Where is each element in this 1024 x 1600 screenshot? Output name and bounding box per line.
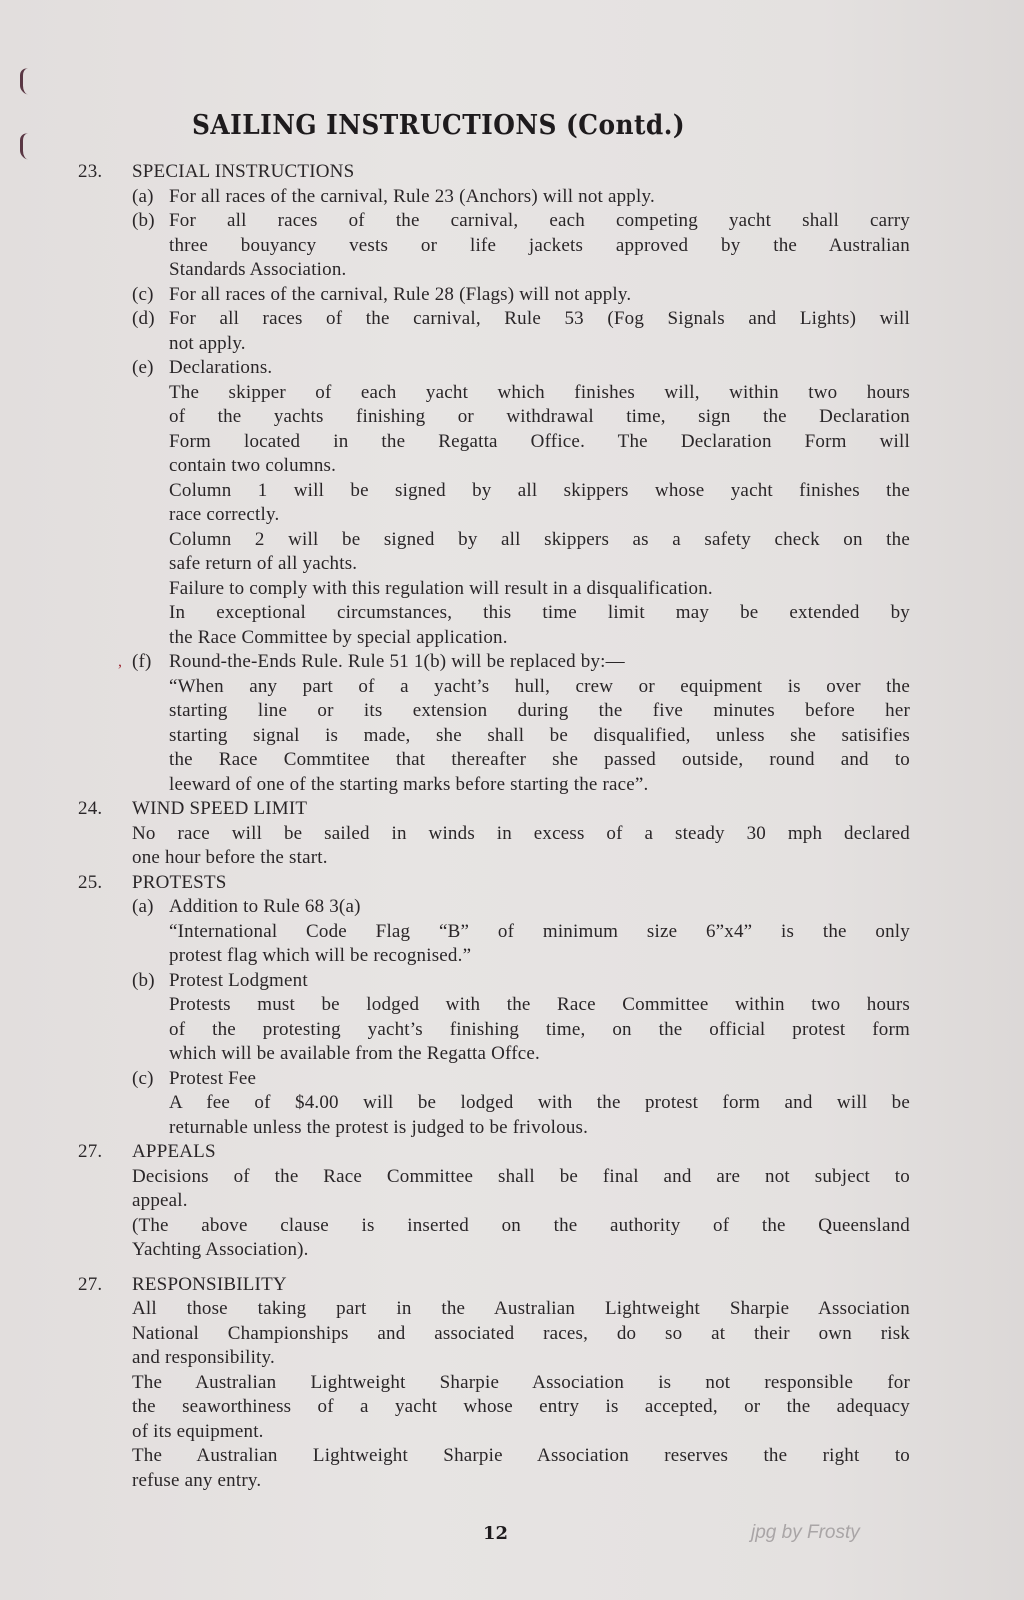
section-heading: WIND SPEED LIMIT [132,798,308,819]
item-marker: (a) [132,896,154,917]
item-line [0,356,1024,381]
item-body-line [0,381,1024,406]
spacer [0,1263,1024,1273]
line-text: No race will be sailed in winds in excess of a steady 30 mph declared [132,822,910,844]
section-heading-row [0,871,1024,896]
line-text: In exceptional circumstances, this time limit may be extended by [169,602,910,623]
item-body-line [0,773,1024,798]
paragraph-line [0,1165,1024,1190]
section-heading: SPECIAL INSTRUCTIONS [132,161,355,182]
line-text: of its equipment. [132,1420,264,1442]
line-text: the seaworthiness of a yacht whose entry is accepted, or the adequacy [132,1396,910,1417]
line-text: Protests must be lodged with the Race Committee within two hours [169,994,910,1015]
line-text: contain two columns. [169,455,337,476]
item-line [0,258,1024,283]
line-text: “International Code Flag “B” of minimum size 6”x4” is the only [169,920,910,942]
item-body-line [0,944,1024,969]
section-number: 24. [78,798,103,819]
line-text: For all races of the carnival, Rule 53 (Fog Signals and Lights) will [169,308,910,329]
line-text: the Race Committee by special application. [169,626,508,648]
staple-mark [20,132,29,160]
line-text: Protest Fee [169,1067,257,1089]
item-marker: (d) [132,308,155,329]
line-text: The Australian Lightweight Sharpie Association reserves the right to [132,1445,910,1466]
item-body-line [0,430,1024,455]
item-body-line [0,601,1024,626]
item-marker: (a) [132,185,154,207]
item-line [0,1067,1024,1092]
line-text: one hour before the start. [132,847,328,868]
line-text: and responsibility. [132,1347,275,1368]
item-body-line [0,479,1024,504]
item-line [0,283,1024,308]
item-body-line [0,528,1024,553]
paragraph-line [0,1189,1024,1214]
section-heading-row [0,1273,1024,1298]
paragraph-line [0,1420,1024,1445]
line-text: appeal. [132,1190,188,1211]
section-number: 27. [78,1141,103,1162]
item-marker: (c) [132,1067,154,1089]
item-body-line [0,454,1024,479]
line-text: three bouyancy vests or life jackets approved by the Australian [169,234,910,256]
paragraph-line [0,846,1024,871]
item-body-line [0,552,1024,577]
paragraph-line [0,1444,1024,1469]
section-heading: APPEALS [132,1141,216,1162]
section-number: 25. [78,871,103,893]
section-heading-row [0,1140,1024,1165]
item-body-line [0,405,1024,430]
item-line [0,895,1024,920]
line-text: starting signal is made, she shall be disqualified, unless she satisifies [169,724,910,746]
paragraph-line [0,1214,1024,1239]
line-text: race correctly. [169,504,280,525]
line-text: returnable unless the protest is judged to be frivolous. [169,1116,589,1138]
page-title: SAILING INSTRUCTIONS (Contd.) [192,110,686,141]
line-text: which will be available from the Regatta Offce. [169,1043,540,1064]
line-text: (The above clause is inserted on the authority of the Queensland [132,1214,910,1236]
line-text: protest flag which will be recognised.” [169,945,472,966]
line-text: Standards Association. [169,259,347,280]
item-body-line [0,1042,1024,1067]
section-heading-row [0,160,1024,185]
line-text: Decisions of the Race Committee shall be final and are not subject to [132,1165,910,1187]
item-line [0,332,1024,357]
line-text: For all races of the carnival, Rule 28 (Flags) will not apply. [169,283,632,305]
line-text: Column 2 will be signed by all skippers as a safety check on the [169,528,910,550]
item-body-line [0,1018,1024,1043]
item-marker: (e) [132,357,154,378]
line-text: starting line or its extension during the five minutes before her [169,700,910,721]
line-text: Failure to comply with this regulation will result in a disqualification. [169,577,713,599]
paragraph-line [0,1297,1024,1322]
item-body-line [0,748,1024,773]
section-heading-row [0,797,1024,822]
item-line [0,185,1024,210]
item-body-line [0,626,1024,651]
line-text: Declarations. [169,357,273,378]
line-text: Form located in the Regatta Office. The Declaration Form will [169,430,910,452]
item-marker: (f) [132,651,152,672]
item-line [0,969,1024,994]
item-body-line [0,699,1024,724]
line-text: safe return of all yachts. [169,553,358,574]
section-heading: RESPONSIBILITY [132,1273,287,1295]
section-heading: PROTESTS [132,871,227,893]
watermark: jpg by Frosty [751,1522,860,1543]
line-text: Round-the-Ends Rule. Rule 51 1(b) will be replaced by:— [169,651,625,672]
line-text: refuse any entry. [132,1469,262,1491]
page-number: 12 [483,1523,509,1544]
line-text: All those taking part in the Australian Lightweight Sharpie Association [132,1298,910,1319]
item-body-line [0,724,1024,749]
line-text: not apply. [169,332,246,354]
item-marker: (b) [132,969,155,991]
line-text: For all races of the carnival, Rule 23 (Anchors) will not apply. [169,185,655,207]
paragraph-line [0,1346,1024,1371]
line-text: leeward of one of the starting marks before starting the race”. [169,773,649,795]
staple-mark [20,67,29,95]
item-line [0,307,1024,332]
line-text: the Race Commtitee that thereafter she passed outside, round and to [169,749,910,770]
margin-annotation: , [118,653,123,670]
item-body-line [0,993,1024,1018]
line-text: Column 1 will be signed by all skippers whose yacht finishes the [169,479,910,501]
paragraph-line [0,822,1024,847]
line-text: The Australian Lightweight Sharpie Association is not responsible for [132,1371,910,1393]
line-text: National Championships and associated races, do so at their own risk [132,1322,910,1344]
line-text: The skipper of each yacht which finishes will, within two hours [169,381,910,403]
section-number: 27. [78,1273,103,1295]
item-line [0,650,1024,675]
item-body-line [0,920,1024,945]
document-body [0,160,1024,1493]
item-body-line [0,1116,1024,1141]
paragraph-line [0,1395,1024,1420]
line-text: Addition to Rule 68 3(a) [169,896,361,917]
line-text: For all races of the carnival, each competing yacht shall carry [169,210,910,231]
item-body-line [0,503,1024,528]
line-text: “When any part of a yacht’s hull, crew or equipment is over the [169,675,910,697]
item-line [0,209,1024,234]
item-line [0,234,1024,259]
paragraph-line [0,1469,1024,1494]
line-text: A fee of $4.00 will be lodged with the protest form and will be [169,1092,910,1113]
line-text: of the protesting yacht’s finishing time, on the official protest form [169,1018,910,1040]
item-marker: (c) [132,283,154,305]
line-text: Yachting Association). [132,1239,309,1260]
item-body-line [0,1091,1024,1116]
line-text: of the yachts finishing or withdrawal time, sign the Declaration [169,406,910,427]
section-number: 23. [78,161,103,182]
item-marker: (b) [132,210,155,231]
paragraph-line [0,1371,1024,1396]
item-body-line [0,675,1024,700]
paragraph-line [0,1238,1024,1263]
item-body-line [0,577,1024,602]
paragraph-line [0,1322,1024,1347]
line-text: Protest Lodgment [169,969,308,991]
